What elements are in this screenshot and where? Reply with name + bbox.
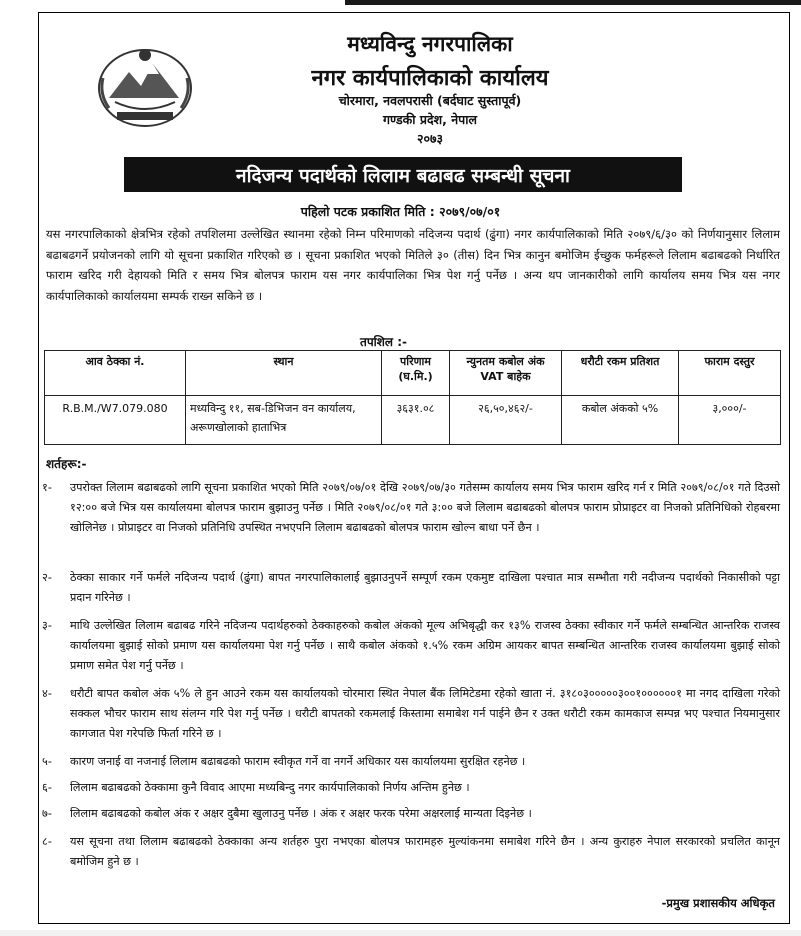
condition-number: ४- (42, 687, 52, 700)
condition-text: कारण जनाई वा नजनाई लिलाम बढाबढको फाराम स्वीकृत गर्ने वा नगर्ने अधिकार यस कार्यालयमा सुरक्षित रहनेछ । (70, 755, 526, 768)
condition-text: धरौटी बापत कबोल अंक ५% ले हुन आउने रकम यस कार्यालयको चोरमारा स्थित नेपाल बैंक लिमिटेडमा रहेको खाता नं. ३१८०३०००००३००१००००००१ मा नगद दाखिला गरेको सक्कल भौचर फाराम साथ संलग्न गरि पेश गर्नु पर्नेछ । धरौटी बापतको रकमलाई किस्तामा समाबेश गर्न पाईने छैन र उक्त धरौटी रकम कामकाज सम्पन्न भए पश्चात नियमानुसार कागजात पेश गरेपछि फिर्ता गरिने छ । (70, 687, 780, 740)
table-row (45, 396, 781, 445)
intro-paragraph: यस नगरपालिकाको क्षेत्रभित्र रहेको तपशिलमा उल्लेखित स्थानमा रहेको निम्न परिमाणको नदिजन्य पदार्थ (ढुंगा) नगर कार्यपालिकाको मिति २०७९/६/३० को निर्णयानुसार लिलाम बढाबढगर्ने प्रयोजनको लागि यो सूचना प्रकाशित गरिएको छ । सूचना प्रकाशित भएको मितिले ३० (तीस) दिन भित्र कानुन बमोजिम ईच्छुक फर्महरूले लिलाम बढाबढको निर्धारित फाराम खरिद गरी देहायको मिति र समय भित्र बोलपत्र फाराम यस नगर कार्यपालिका भित्र पेश गर्नु पर्नेछ । अन्य थप जानकारीको लागि कार्यालय समय भित्र यस नगर कार्यपालिकाको कार्यालयमा सम्पर्क राख्न सकिने छ । (46, 227, 780, 303)
condition-text: माथि उल्लेखित लिलाम बढाबढ गरिने नदिजन्य पदार्थहरुको ठेक्काहरुको कबोल अंकको मूल्य अभिबृद्धी कर १३% राजस्व ठेक्का स्वीकार गर्ने फर्मले सम्बन्धित आन्तरिक राजस्व कार्यालयमा बुझाई सोको प्रमाण यस कार्यालयमा पेश गर्नु पर्नेछ । साथै कबोल अंकको १.५% रकम अग्रिम आयकर बापत सम्बन्धित आन्तरिक राजस्व कार्यालयमा बुझाई सोको प्रमाण समेत पेश गर्नु पर्नेछ । (70, 619, 780, 672)
condition-text: लिलाम बढाबढको कबोल अंक र अक्षर दुबैमा खुलाउनु पर्नेछ । अंक र अक्षर फरक परेमा अक्षरलाई मान्यता दिइनेछ । (70, 807, 532, 820)
condition-number: १- (42, 481, 52, 494)
condition-number: ३- (42, 619, 52, 632)
table-caption: तपशिल :- (360, 335, 408, 349)
top-strip (0, 0, 801, 8)
details-table (44, 350, 781, 445)
condition-item (42, 616, 780, 676)
condition-item (42, 804, 780, 824)
bottom-edge (0, 930, 801, 936)
cell-form-fee: ३,०००/- (679, 396, 781, 445)
condition-item (42, 684, 780, 744)
condition-item (42, 568, 780, 608)
municipality-name: मध्यविन्दु नगरपालिका (347, 32, 513, 56)
col-header-minimum-bid: न्युनतम कबोल अंक VAT बाहेक (450, 351, 562, 396)
condition-text: उपरोक्त लिलाम बढाबढको लागि सूचना प्रकाशित भएको मिति २०७९/०७/०१ देखि २०७९/०७/३० गतेसम्म कार्यालय समय भित्र फाराम खरिद गर्न र मिति २०७९/०८/०१ गते दिउसो १२:०० बजे भित्र यस कार्यालयमा बोलपत्र फाराम बुझाउनु पर्नेछ । मिति २०७९/०८/०१ गते ३:०० बजे लिलाम बढाबढको बोलपत्र फाराम प्रोप्राइटर वा निजको प्रतिनिधिको रोहबरमा खोलिनेछ । प्रोप्राइटर वा निजको प्रतिनिधि उपस्थित नभएपनि लिलाम बढाबढको बोलपत्र फाराम खोल्न बाधा पर्ने छैन । (70, 481, 780, 534)
condition-number: ६- (42, 781, 52, 794)
cell-location: मध्यविन्दु ११, सब-डिभिजन वन कार्यालय, अरूणखोलाको हाताभित्र (186, 396, 382, 445)
col-header-quantity: परिणाम (घ.मि.) (382, 351, 450, 396)
published-date: पहिलो पटक प्रकाशित मिति : २०७९/०७/०१ (300, 204, 501, 219)
condition-item (42, 832, 780, 872)
col-header-contract-no: आव ठेक्का नं. (45, 351, 186, 396)
nepal-emblem-icon (95, 38, 195, 130)
office-address: चोरमारा, नवलपरासी (बर्दघाट सुस्तापूर्व) (338, 93, 522, 108)
col-header-location: स्थान (186, 351, 382, 396)
cell-deposit-percent: कबोल अंकको ५% (562, 396, 679, 445)
cell-minimum-bid: २६,५०,४६२/- (450, 396, 562, 445)
cell-contract-no: R.B.M./W7.079.080 (45, 396, 186, 445)
cell-quantity: ३६३१.०८ (382, 396, 450, 445)
signoff-designation: -प्रमुख प्रशासकीय अधिकृत (661, 896, 775, 910)
office-name: नगर कार्यपालिकाको कार्यालय (311, 66, 549, 91)
condition-number: ८- (42, 835, 52, 848)
condition-text: यस सूचना तथा लिलाम बढाबढको ठेक्काका अन्य शर्तहरु पुरा नभएका बोलपत्र फारामहरु मुल्यांकनमा समाबेश गरिने छैन । अन्य कुराहरु नेपाल सरकारको प्रचलित कानून बमोजिम हुने छ । (70, 835, 780, 868)
col-header-form-fee: फाराम दस्तुर (679, 351, 781, 396)
established-year: २०७३ (416, 131, 443, 146)
condition-text: ठेक्का साकार गर्ने फर्मले नदिजन्य पदार्थ (ढुंगा) बापत नगरपालिकालाई बुझाउनुपर्ने सम्पूर्ण रकम एकमुष्ट दाखिला पश्चात मात्र सम्भौता गरी नदीजन्य पदार्थको निकासीको पट्टा प्रदान गरिनेछ । (70, 571, 780, 604)
top-banner-strip (345, 0, 801, 5)
province-line: गण्डकी प्रदेश, नेपाल (383, 112, 477, 127)
notice-title: नदिजन्य पदार्थको लिलाम बढाबढ सम्बन्धी सूचना (124, 157, 682, 192)
condition-item (42, 778, 780, 798)
condition-item (42, 478, 780, 538)
table-header-row (45, 351, 781, 396)
condition-item (42, 752, 780, 772)
condition-number: ५- (42, 755, 52, 768)
conditions-heading: शर्तहरू:- (46, 457, 87, 471)
condition-number: ७- (42, 807, 52, 820)
col-header-deposit-percent: धरौटी रकम प्रतिशत (562, 351, 679, 396)
condition-text: लिलाम बढाबढको ठेक्कामा कुनै विवाद आएमा मध्यबिन्दु नगर कार्यपालिकाको निर्णय अन्तिम हुनेछ । (70, 781, 470, 794)
condition-number: २- (42, 571, 52, 584)
